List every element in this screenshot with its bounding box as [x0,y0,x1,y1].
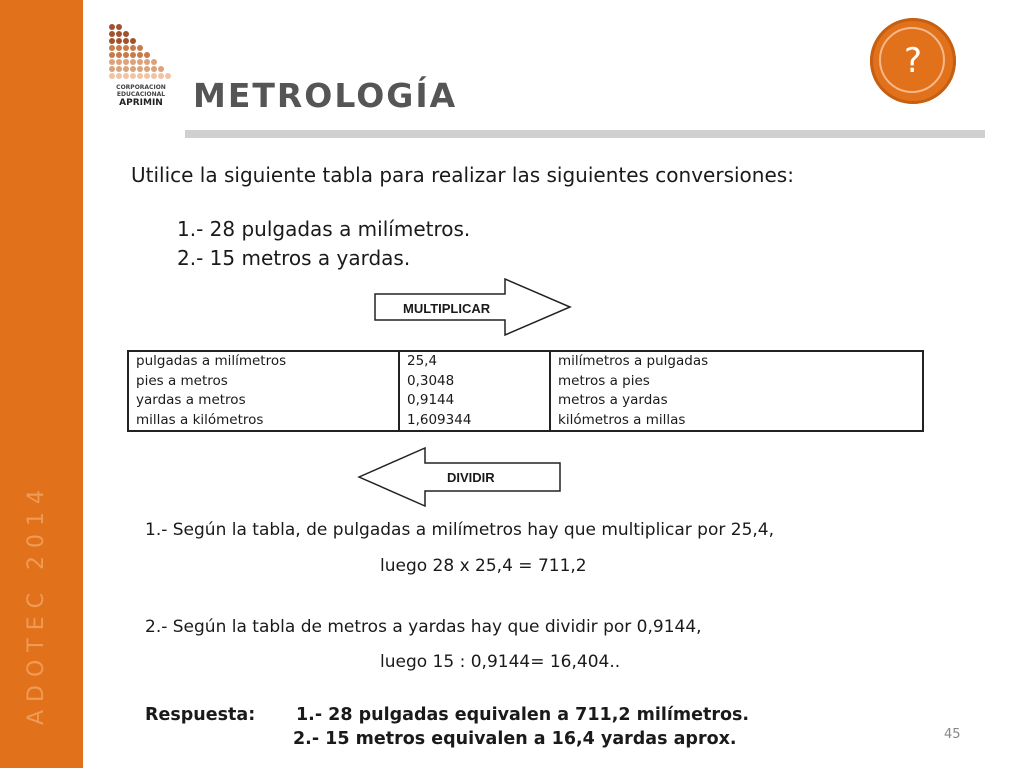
table-cell: millas a kilómetros [136,411,264,428]
logo-line1: CORPORACION [116,84,166,91]
conversion-table [127,350,924,432]
table-cell: metros a pies [550,372,923,392]
table-cell: 25,4 [399,351,550,372]
divide-label: DIVIDIR [447,470,495,485]
question-mark-icon: ? [903,41,923,81]
sidebar-vertical-text: ADOTEC 2014 [24,482,49,725]
help-button[interactable] [870,18,956,104]
table-cell: metros a yardas [550,391,923,411]
table-cell: milímetros a pulgadas [550,351,923,372]
table-cell: 1,609344 [399,411,550,432]
explanation-1-line1: 1.- Según la tabla, de pulgadas a milímetros hay que multiplicar por 25,4, [145,520,775,540]
logo-brand: APRIMIN [119,98,163,108]
table-cell: pies a metros [136,372,228,389]
table-cell: kilómetros a millas [550,411,923,432]
exercise-item-1: 1.- 28 pulgadas a milímetros. [177,217,471,241]
title-divider [185,130,985,138]
table-row [128,411,923,432]
table-row [128,372,923,392]
explanation-1-line2: luego 28 x 25,4 = 711,2 [380,556,587,576]
logo-line2: EDUCACIONAL [116,91,166,98]
table-cell: yardas a metros [136,392,246,408]
logo-text [106,84,176,108]
table-row [128,351,923,372]
answer-label: Respuesta: [145,705,256,725]
instructions-intro: Utilice la siguiente tabla para realizar las siguientes conversiones: [131,163,794,187]
multiply-label: MULTIPLICAR [403,301,491,316]
page-number: 45 [944,727,961,742]
answer-line-2: 2.- 15 metros equivalen a 16,4 yardas aprox. [293,729,737,749]
logo-dots-icon [106,22,176,84]
page-title: METROLOGÍA [193,76,458,115]
explanation-2-line2: luego 15 : 0,9144= 16,404.. [380,652,621,672]
sidebar [0,0,83,768]
table-cell: 0,3048 [399,372,550,392]
exercise-item-2: 2.- 15 metros a yardas. [177,246,411,270]
table-cell: 0,9144 [399,391,550,411]
answer-line-1: 1.- 28 pulgadas equivalen a 711,2 milímetros. [296,705,750,725]
table-row [128,391,923,411]
company-logo [106,22,176,118]
table-cell: pulgadas a milímetros [136,353,287,369]
explanation-2-line1: 2.- Según la tabla de metros a yardas hay que dividir por 0,9144, [145,617,702,637]
